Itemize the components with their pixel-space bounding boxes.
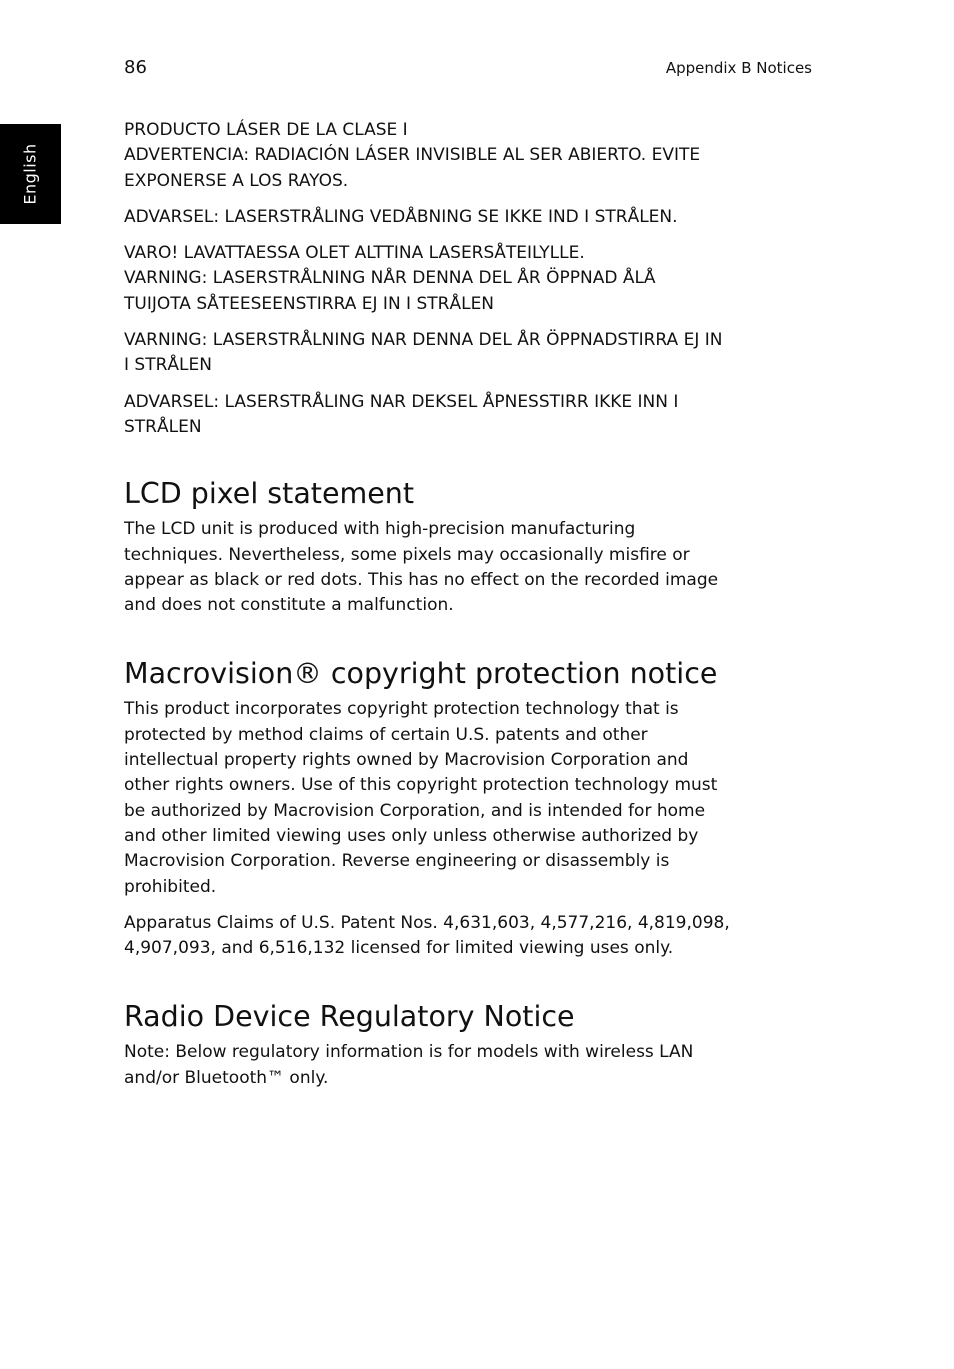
macrovision-section-heading: Macrovision® copyright protection notice <box>124 657 718 691</box>
text-line: Macrovision Corporation. Reverse engineering or disassembly is <box>124 851 670 872</box>
radio-section-note <box>124 1040 810 1091</box>
laser-notice-2 <box>124 205 810 230</box>
text-line: protected by method claims of certain U.S. patents and other <box>124 724 648 745</box>
text-line <box>124 1040 810 1065</box>
text-line: STRÅLEN <box>124 416 202 437</box>
text-line: VARNING: LASERSTRÅLNING NÅR DENNA DEL ÅR ÖPPNAD ÅLÅ <box>124 268 656 289</box>
text-line: 4,907,093, and 6,516,132 licensed for limited viewing uses only. <box>124 938 674 959</box>
laser-notice-3 <box>124 241 810 317</box>
text-line: Apparatus Claims of U.S. Patent Nos. 4,631,603, 4,577,216, 4,819,098, <box>124 912 730 933</box>
text-line: prohibited. <box>124 876 217 897</box>
note-text: : Below regulatory information is for models with wireless LAN <box>164 1042 694 1063</box>
text-line: PRODUCTO LÁSER DE LA CLASE I <box>124 120 408 140</box>
laser-notice-4 <box>124 328 810 379</box>
text-line: and does not constitute a malfunction. <box>124 595 454 616</box>
text-line: ADVARSEL: LASERSTRÅLING NAR DEKSEL ÅPNESSTIRR IKKE INN I <box>124 391 679 412</box>
text-line: I STRÅLEN <box>124 355 212 376</box>
macrovision-patent-claims <box>124 911 810 962</box>
text-line: appear as black or red dots. This has no effect on the recorded image <box>124 569 719 590</box>
text-line: other rights owners. Use of this copyright protection technology must <box>124 775 718 796</box>
laser-notice-5 <box>124 390 810 441</box>
lcd-section-heading: LCD pixel statement <box>124 477 415 511</box>
text-line: VARNING: LASERSTRÅLNING NAR DENNA DEL ÅR ÖPPNADSTIRRA EJ IN <box>124 330 723 351</box>
text-line: techniques. Nevertheless, some pixels may occasionally misfire or <box>124 544 690 565</box>
page-number: 86 <box>124 57 147 78</box>
text-line: ADVERTENCIA: RADIACIÓN LÁSER INVISIBLE AL SER ABIERTO. EVITE <box>124 145 701 166</box>
text-line: and/or Bluetooth™ only. <box>124 1067 329 1088</box>
text-line: intellectual property rights owned by Macrovision Corporation and <box>124 750 689 771</box>
text-line: ADVARSEL: LASERSTRÅLING VEDÅBNING SE IKKE IND I STRÅLEN. <box>124 206 678 227</box>
note-label: Note <box>124 1042 165 1063</box>
text-line: VARO! LAVATTAESSA OLET ALTTINA LASERSÅTEILYLLE. <box>124 243 585 264</box>
lcd-section-body <box>124 517 810 618</box>
macrovision-section-body <box>124 697 810 899</box>
side-tab-label: English <box>20 143 40 205</box>
text-line: be authorized by Macrovision Corporation, and is intended for home <box>124 800 706 821</box>
text-line: and other limited viewing uses only unless otherwise authorized by <box>124 825 699 846</box>
laser-notice-1 <box>124 118 810 194</box>
page-content <box>124 118 810 1102</box>
text-line: This product incorporates copyright protection technology that is <box>124 699 679 720</box>
running-header: Appendix B Notices <box>665 59 812 77</box>
text-line: TUIJOTA SÅTEESEENSTIRRA EJ IN I STRÅLEN <box>124 293 495 314</box>
side-tab <box>0 124 61 224</box>
radio-section-heading: Radio Device Regulatory Notice <box>124 1000 575 1034</box>
text-line: The LCD unit is produced with high-precision manufacturing <box>124 519 636 540</box>
text-line: EXPONERSE A LOS RAYOS. <box>124 170 349 191</box>
